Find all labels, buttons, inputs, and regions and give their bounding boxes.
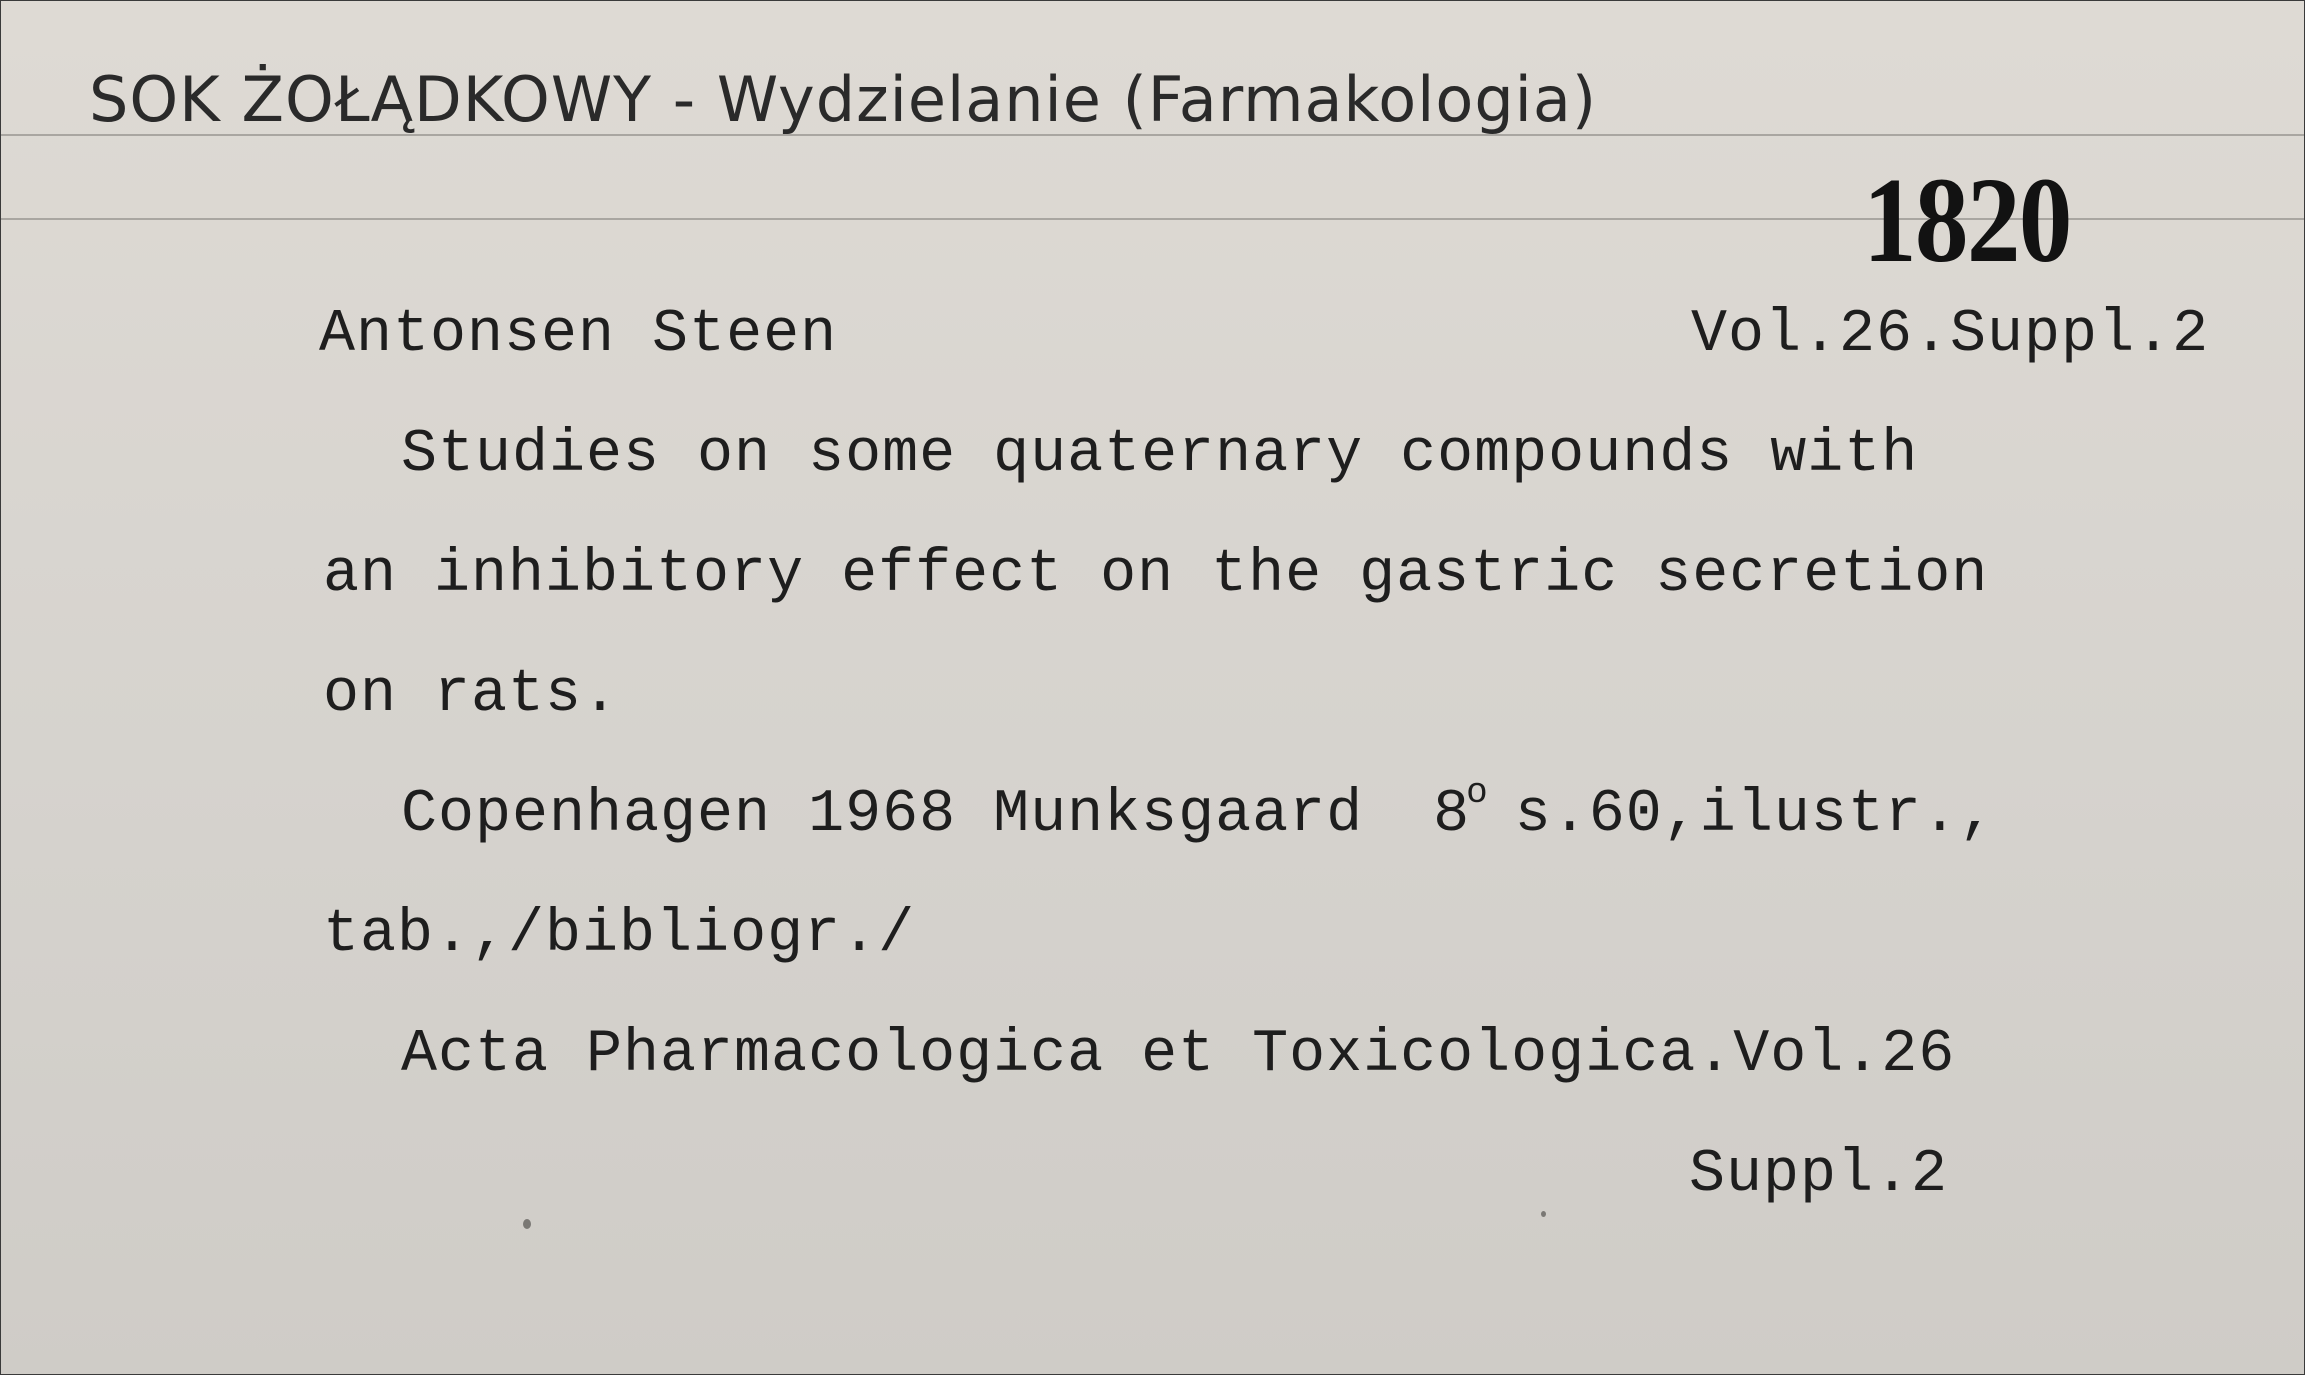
format-number: 8 [1433, 781, 1471, 849]
series-line-1: Acta Pharmacologica et Toxicologica.Vol.26 [401, 1021, 1956, 1089]
title-line-2: an inhibitory effect on the gastric secretion [323, 541, 1989, 609]
series-line-2: Suppl.2 [1689, 1141, 1949, 1209]
pages-illustrations: s.60,ilustr., [1514, 781, 1996, 849]
volume-note: Vol.26.Suppl.2 [1691, 301, 2210, 369]
author: Antonsen Steen [319, 301, 838, 369]
format-degree: o [1466, 772, 1489, 813]
title-line-1: Studies on some quaternary compounds with [401, 421, 1919, 489]
paper-speck [523, 1219, 531, 1229]
imprint-line-2: tab.,/bibliogr./ [323, 901, 916, 969]
title-line-3: on rats. [323, 661, 620, 729]
subject-heading: SOK ŻOŁĄDKOWY - Wydzielanie (Farmakologia) [89, 63, 1598, 136]
paper-speck [1541, 1211, 1546, 1217]
imprint-line-1 [401, 772, 1996, 849]
call-number: 1820 [1863, 153, 2071, 288]
imprint-place-year-publisher: Copenhagen 1968 Munksgaard [401, 781, 1364, 849]
